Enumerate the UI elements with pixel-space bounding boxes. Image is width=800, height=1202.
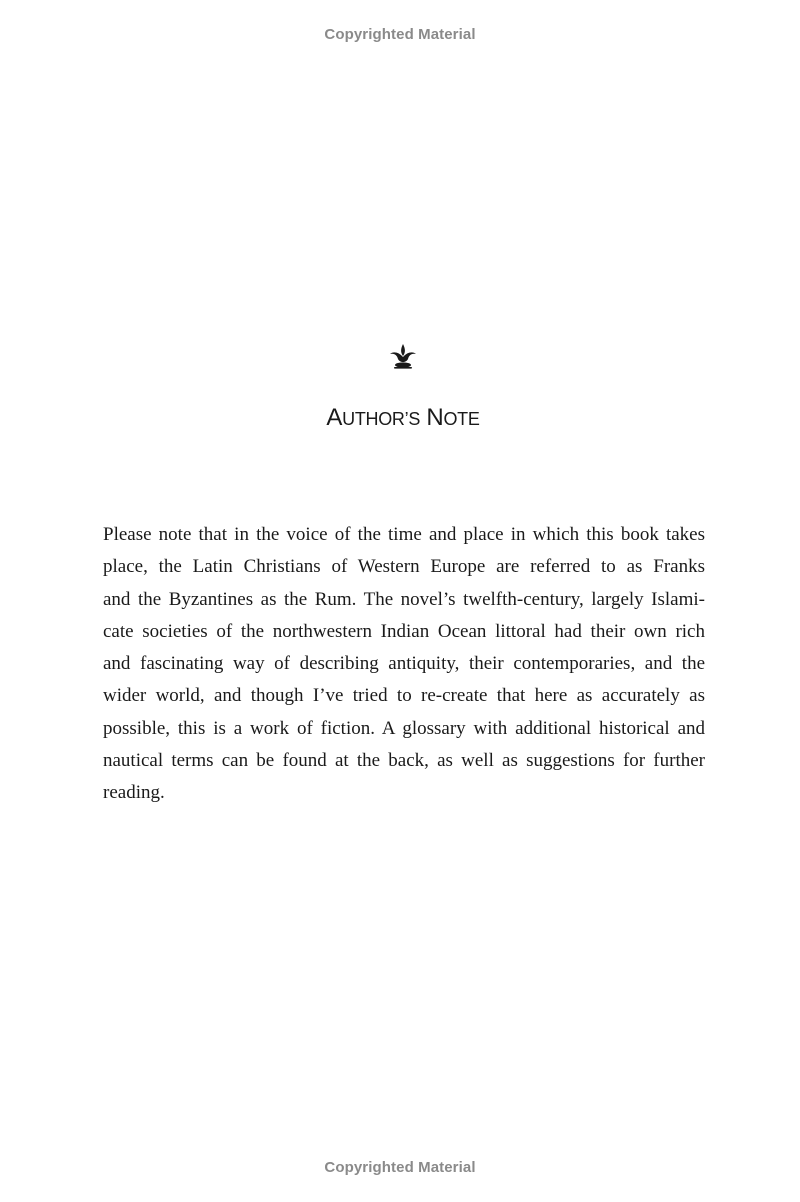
copyright-watermark-bottom: Copyrighted Material	[324, 1159, 476, 1176]
page-title: AUTHOR’S NOTE	[326, 404, 480, 431]
authors-note-paragraph	[103, 519, 705, 810]
paragraph-line: place, the Latin Christians of Western Europe are referred to as Franks	[103, 556, 705, 578]
paragraph-line: possible, this is a work of fiction. A glossary with additional historical and	[103, 717, 705, 739]
paragraph-line: Please note that in the voice of the time and place in which this book takes	[103, 524, 705, 545]
paragraph-line: reading.	[103, 782, 165, 804]
paragraph-line: wider world, and though I’ve tried to re-create that here as accurately as	[103, 685, 705, 707]
paragraph-line: and the Byzantines as the Rum. The novel’s twelfth-century, largely Islami-	[103, 588, 705, 610]
fleuron-icon	[387, 342, 419, 370]
copyright-watermark-top: Copyrighted Material	[324, 26, 476, 43]
paragraph-line: and fascinating way of describing antiquity, their contemporaries, and the	[103, 653, 705, 675]
paragraph-line: nautical terms can be found at the back, as well as suggestions for further	[103, 750, 705, 772]
paragraph-line: cate societies of the northwestern Indian Ocean littoral had their own rich	[103, 620, 705, 642]
